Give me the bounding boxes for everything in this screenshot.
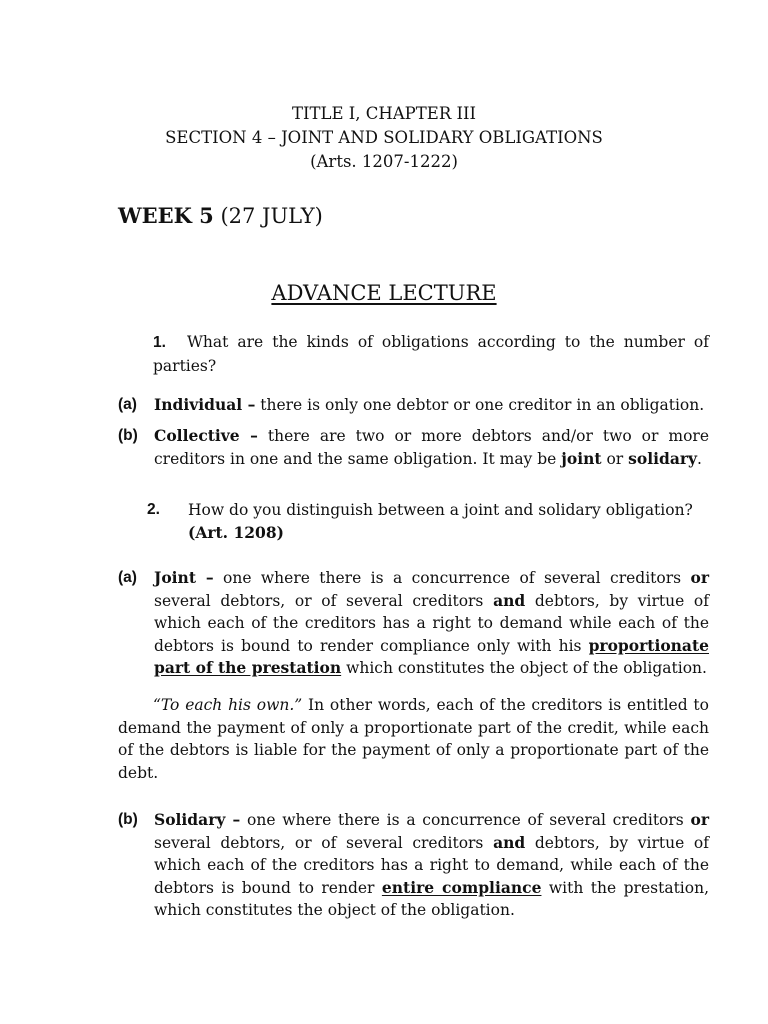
header-title: TITLE I, CHAPTER III [291, 104, 477, 123]
question-2-text: How do you distinguish between a joint and solidary obligation? [188, 501, 693, 519]
answer-1b-text [154, 425, 709, 470]
term-solidary-inline: solidary [628, 448, 698, 468]
answer-2b-part2: several debtors, or of several creditors [154, 833, 494, 852]
answer-2b-or: or [690, 810, 709, 829]
question-1 [153, 331, 709, 377]
answer-2b-marker: (b) [118, 811, 138, 828]
answer-2b-part4: with the prestation, which constitutes the object of the obligation. [154, 878, 709, 919]
answer-2a-or: or [690, 568, 709, 587]
document-header [0, 102, 768, 174]
proportionate-part-emphasis: proportionate part of the prestation [154, 635, 709, 677]
answer-2a-part2: several debtors, or of several creditors [154, 591, 494, 610]
answer-2b [118, 809, 709, 922]
term-collective: Collective – [154, 426, 258, 445]
term-joint-inline: joint [561, 448, 602, 468]
answer-1b-or: or [601, 449, 629, 468]
answer-2a-and: and [493, 590, 526, 610]
term-joint: Joint – [154, 568, 214, 587]
question-1-number: 1. [153, 334, 166, 351]
header-articles: (Arts. 1207-1222) [310, 152, 458, 171]
answer-2a-marker: (a) [118, 569, 137, 586]
joint-explanation [118, 694, 709, 784]
answer-2a-part3: debtors, by virtue of which each of the creditors has a right to demand while each of the debtors is bound to render compliance only with his [154, 591, 709, 655]
question-2-number: 2. [147, 501, 160, 518]
term-solidary: Solidary – [154, 810, 241, 829]
question-1-text: What are the kinds of obligations according to the number of parties? [153, 333, 709, 375]
answer-1b-end: . [697, 449, 702, 468]
week-heading [118, 203, 323, 228]
question-2-body [188, 499, 709, 544]
answer-2b-and: and [493, 832, 526, 852]
answer-1b [118, 425, 709, 470]
answer-2b-part1: one where there is a concurrence of several creditors [240, 811, 691, 829]
maxim-quote: “To each his own.” [153, 696, 303, 714]
question-2 [147, 499, 709, 544]
answer-2a-part1: one where there is a concurrence of several creditors [213, 569, 691, 587]
answer-1b-body: there are two or more debtors and/or two or more creditors in one and the same obligation. It may be [154, 427, 710, 468]
answer-2a-text [154, 567, 709, 680]
question-2-article-ref: (Art. 1208) [188, 522, 284, 542]
answer-2a [118, 567, 709, 680]
explanation-text: In other words, each of the creditors is entitled to demand the payment of only a proportionate part of the credit, while each of the debtors is liable for the payment of only a proportionate part of the debt. [118, 696, 709, 782]
answer-1a-body: there is only one debtor or one creditor in an obligation. [255, 396, 705, 414]
answer-1a-marker: (a) [118, 396, 137, 413]
answer-2b-part3: debtors, by virtue of which each of the creditors has a right to demand, while each of the debtors is bound to render [154, 833, 709, 897]
header-section: SECTION 4 – JOINT AND SOLIDARY OBLIGATIONS [165, 128, 603, 147]
lecture-title: ADVANCE LECTURE [271, 281, 497, 305]
answer-1a [118, 394, 709, 417]
answer-2a-part4: which constitutes the object of the obligation. [341, 659, 707, 677]
entire-compliance-emphasis: entire compliance [381, 877, 542, 897]
answer-1b-marker: (b) [118, 427, 138, 444]
week-label: WEEK 5 [118, 203, 214, 228]
answer-1a-text [154, 394, 709, 417]
week-date: (27 JULY) [213, 204, 323, 228]
answer-2b-text [154, 809, 709, 922]
term-individual: Individual – [154, 395, 256, 414]
